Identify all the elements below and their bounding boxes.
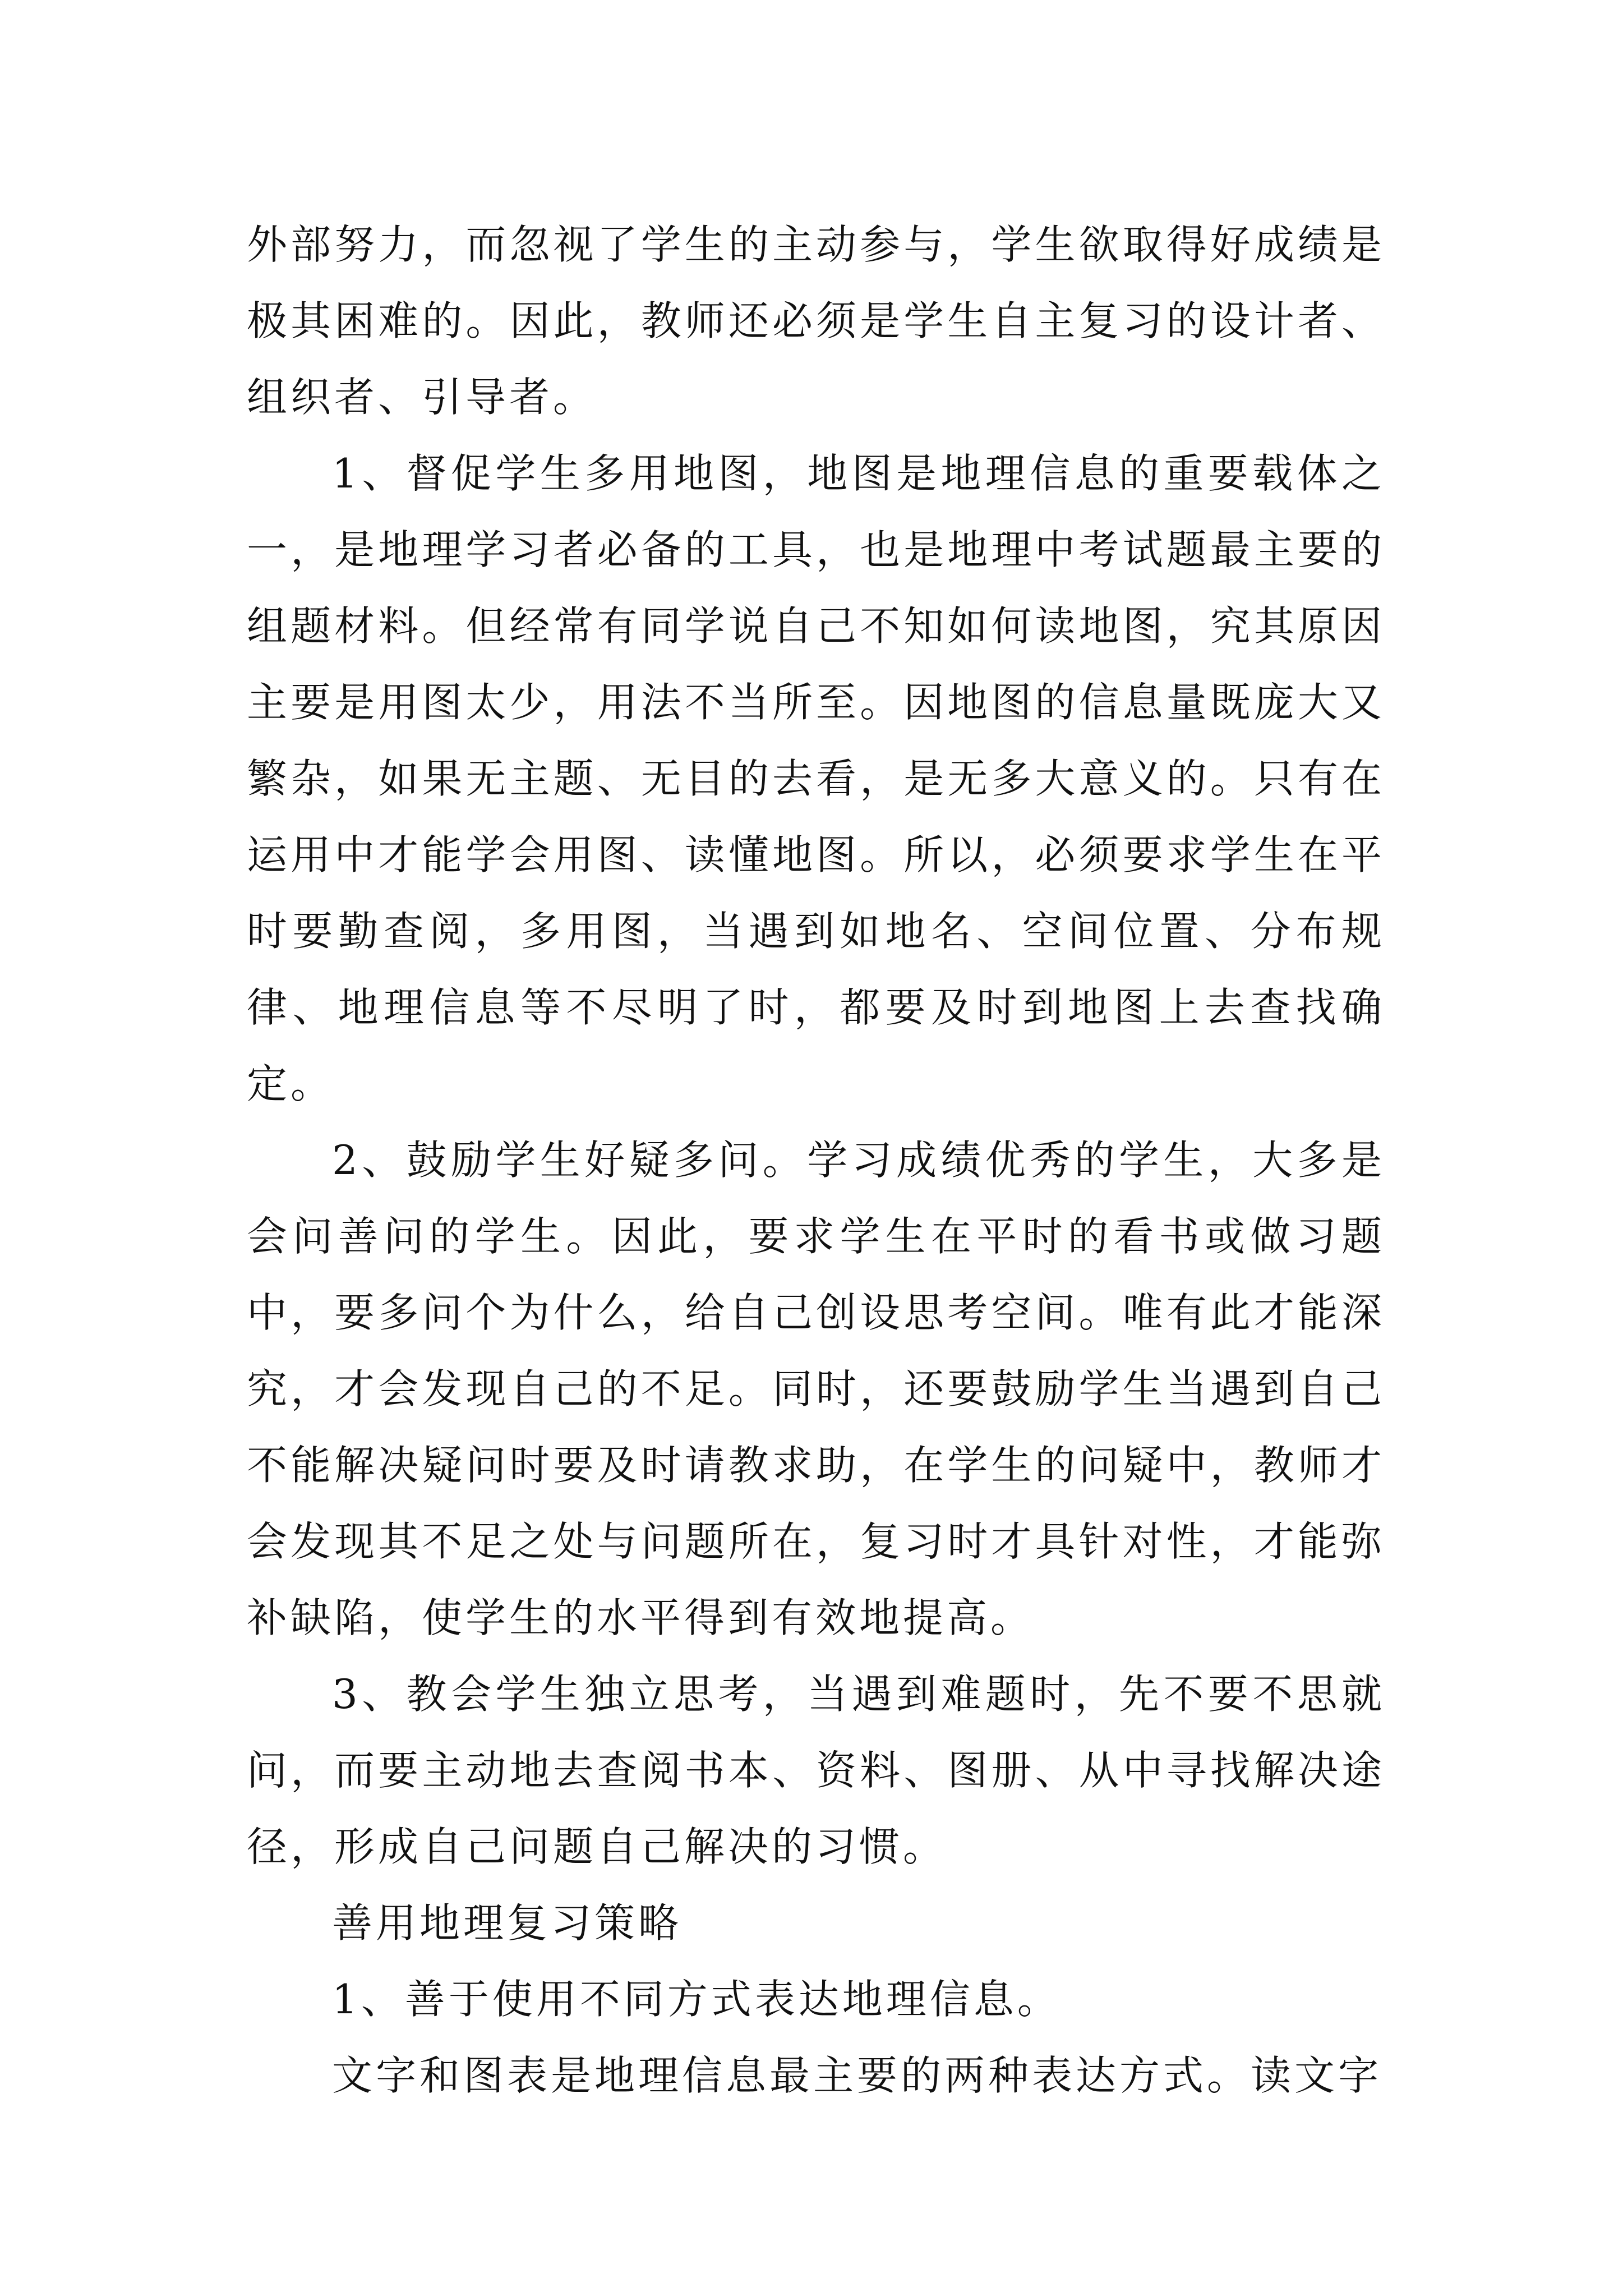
paragraph-tail: 文字和图表是地理信息最主要的两种表达方式。读文字 bbox=[332, 2052, 1382, 2099]
paragraph-item-2: 2、鼓励学生好疑多问。学习成绩优秀的学生，大多是会问善问的学生。因此，要求学生在平时的看书或做习题中，要多问个为什么，给自己创设思考空间。唯有此才能深究，才会发现自己的不足。同时，还要鼓励学生当遇到自己不能解决疑问时要及时请教求助，在学生的问疑中，教师才会发现其不足之处与问题所在，复习时才具针对性，才能弥补缺陷，使学生的水平得到有效地提高。 bbox=[247, 1137, 1385, 1641]
paragraph-continuation: 外部努力，而忽视了学生的主动参与，学生欲取得好成绩是极其困难的。因此，教师还必须是学生自主复习的设计者、组织者、引导者。 bbox=[247, 221, 1385, 421]
paragraph-item-1: 1、督促学生多用地图，地图是地理信息的重要载体之一，是地理学习者必备的工具，也是地理中考试题最主要的组题材料。但经常有同学说自己不知如何读地图，究其原因主要是用图太少，用法不当所至。因地图的信息量既庞大又繁杂，如果无主题、无目的去看，是无多大意义的。只有在运用中才能学会用图、读懂地图。所以，必须要求学生在平时要勤查阅，多用图，当遇到如地名、空间位置、分布规律、地理信息等不尽明了时，都要及时到地图上去查找确定。 bbox=[247, 450, 1385, 1107]
section-heading: 善用地理复习策略 bbox=[332, 1899, 683, 1947]
paragraph-sub-1: 1、善于使用不同方式表达地理信息。 bbox=[332, 1976, 1061, 2023]
document-body bbox=[247, 206, 1385, 2114]
paragraph-item-3: 3、教会学生独立思考，当遇到难题时，先不要不思就问，而要主动地去查阅书本、资料、图册、从中寻找解决途径，形成自己问题自己解决的习惯。 bbox=[247, 1671, 1385, 1870]
